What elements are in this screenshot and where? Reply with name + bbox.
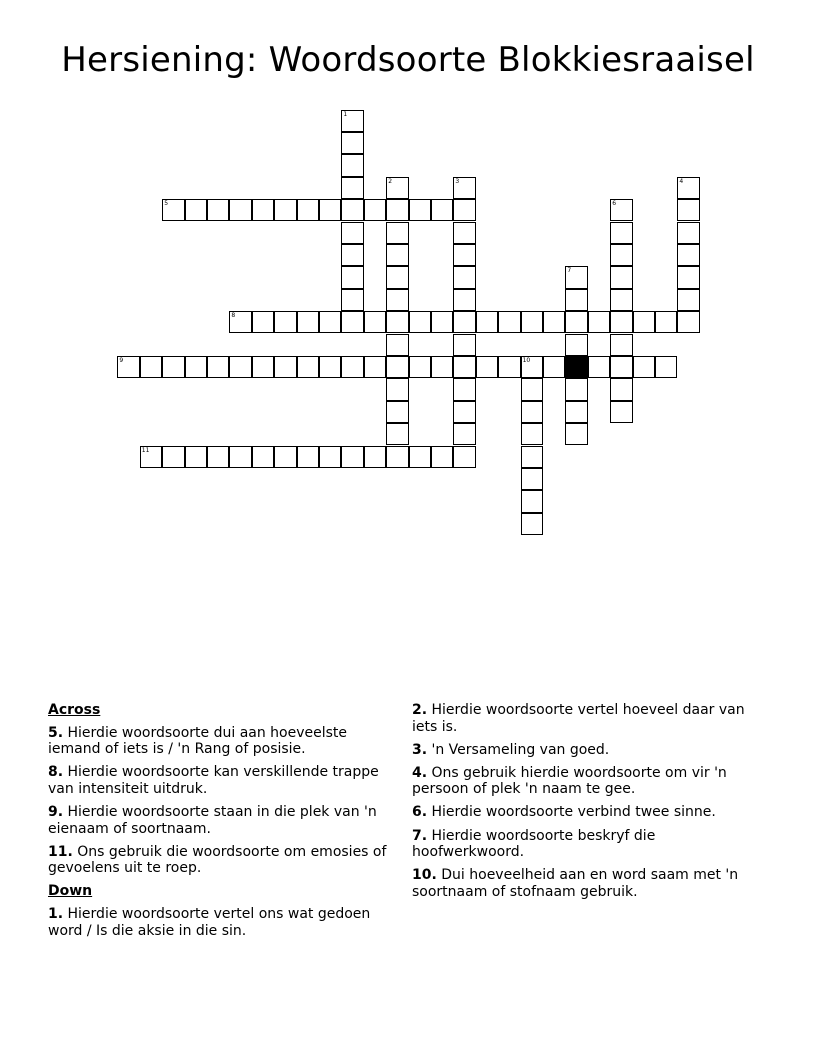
crossword-cell[interactable] — [297, 446, 319, 468]
clue-number: 9. — [48, 803, 64, 820]
crossword-cell[interactable] — [297, 199, 319, 221]
crossword-cell[interactable] — [386, 356, 408, 378]
crossword-cell[interactable] — [543, 356, 565, 378]
crossword-cell[interactable] — [229, 356, 251, 378]
crossword-cell[interactable] — [521, 468, 543, 490]
crossword-cell[interactable] — [543, 311, 565, 333]
crossword-cell[interactable] — [274, 356, 296, 378]
crossword-cell[interactable] — [274, 446, 296, 468]
crossword-cell[interactable] — [341, 199, 363, 221]
crossword-cell[interactable] — [229, 199, 251, 221]
crossword-cell[interactable] — [565, 266, 587, 288]
crossword-cell[interactable] — [386, 334, 408, 356]
crossword-cell[interactable] — [521, 490, 543, 512]
clue-down-4 — [412, 765, 757, 798]
crossword-cell[interactable] — [453, 289, 475, 311]
crossword-cell[interactable] — [319, 311, 341, 333]
crossword-cell[interactable] — [453, 356, 475, 378]
crossword-cell[interactable] — [453, 177, 475, 199]
crossword-cell[interactable] — [341, 446, 363, 468]
crossword-cell[interactable] — [476, 356, 498, 378]
cell-number: 3 — [455, 177, 460, 185]
crossword-cell[interactable] — [386, 378, 408, 400]
crossword-cell[interactable] — [453, 378, 475, 400]
crossword-cell[interactable] — [453, 266, 475, 288]
crossword-cell[interactable] — [386, 401, 408, 423]
crossword-cell[interactable] — [453, 222, 475, 244]
crossword-cell[interactable] — [274, 199, 296, 221]
crossword-cell[interactable] — [409, 199, 431, 221]
crossword-cell[interactable] — [677, 289, 699, 311]
crossword-cell[interactable] — [453, 446, 475, 468]
crossword-cell[interactable] — [565, 423, 587, 445]
crossword-cell[interactable] — [274, 311, 296, 333]
crossword-cell[interactable] — [677, 177, 699, 199]
crossword-cell[interactable] — [386, 177, 408, 199]
crossword-cell[interactable] — [341, 177, 363, 199]
crossword-cell[interactable] — [453, 311, 475, 333]
crossword-cell[interactable] — [386, 446, 408, 468]
cell-number: 6 — [612, 200, 617, 208]
clue-text: Hierdie woordsoorte kan verskillende trappe van intensiteit uitdruk. — [48, 764, 379, 797]
clues-left-column — [48, 702, 393, 946]
crossword-cell[interactable] — [409, 311, 431, 333]
crossword-cell[interactable] — [565, 289, 587, 311]
cell-number: 4 — [679, 177, 684, 185]
crossword-cell[interactable] — [386, 266, 408, 288]
crossword-cell[interactable] — [364, 199, 386, 221]
crossword-cell[interactable] — [364, 311, 386, 333]
crossword-cell[interactable] — [565, 334, 587, 356]
clue-across-8 — [48, 764, 393, 797]
crossword-cell[interactable] — [453, 401, 475, 423]
crossword-cell[interactable] — [207, 446, 229, 468]
crossword-cell[interactable] — [588, 311, 610, 333]
crossword-cell[interactable] — [341, 289, 363, 311]
clue-text: Hierdie woordsoorte dui aan hoeveelste iemand of iets is / 'n Rang of posisie. — [48, 724, 348, 758]
crossword-cell[interactable] — [229, 446, 251, 468]
crossword-cell[interactable] — [655, 356, 677, 378]
crossword-cell[interactable] — [521, 423, 543, 445]
crossword-cell[interactable] — [633, 311, 655, 333]
crossword-cell[interactable] — [610, 244, 632, 266]
crossword-cell[interactable] — [319, 199, 341, 221]
crossword-cell[interactable] — [252, 311, 274, 333]
crossword-cell[interactable] — [431, 356, 453, 378]
crossword-cell[interactable] — [140, 446, 162, 468]
crossword-cell[interactable] — [610, 222, 632, 244]
clue-down-7 — [412, 828, 757, 861]
crossword-cell[interactable] — [341, 311, 363, 333]
clue-number: 7. — [412, 827, 428, 844]
crossword-cell[interactable] — [476, 311, 498, 333]
crossword-cell[interactable] — [677, 311, 699, 333]
clue-text: Hierdie woordsoorte beskryf die hoofwerkwoord. — [412, 827, 656, 861]
crossword-cell[interactable] — [386, 311, 408, 333]
clue-down-10 — [412, 867, 757, 900]
crossword-cell[interactable] — [162, 199, 184, 221]
clue-down-6 — [412, 804, 757, 821]
crossword-cell[interactable] — [677, 244, 699, 266]
clue-number: 11. — [48, 843, 73, 860]
clue-text: Dui hoeveelheid aan en word saam met 'n soortnaam of stofnaam gebruik. — [412, 867, 739, 900]
cell-number: 1 — [343, 110, 348, 118]
crossword-cell[interactable] — [341, 356, 363, 378]
crossword-cell[interactable] — [341, 244, 363, 266]
crossword-cell[interactable] — [610, 378, 632, 400]
crossword-cell[interactable] — [364, 446, 386, 468]
across-heading: Across — [48, 702, 101, 718]
cell-number: 7 — [567, 267, 572, 275]
crossword-cell[interactable] — [521, 513, 543, 535]
crossword-cell[interactable] — [677, 222, 699, 244]
crossword-cell[interactable] — [185, 356, 207, 378]
crossword-cell[interactable] — [521, 378, 543, 400]
crossword-cell[interactable] — [521, 356, 543, 378]
crossword-cell[interactable] — [409, 446, 431, 468]
crossword-cell[interactable] — [565, 311, 587, 333]
crossword-cell[interactable] — [431, 311, 453, 333]
crossword-cell[interactable] — [498, 311, 520, 333]
clue-across-11 — [48, 844, 393, 877]
crossword-cell[interactable] — [386, 244, 408, 266]
crossword-cell[interactable] — [409, 356, 431, 378]
clue-number: 2. — [412, 702, 428, 718]
clue-number: 1. — [48, 905, 64, 922]
puzzle-title: Hersiening: Woordsoorte Blokkiesraaisel — [61, 40, 755, 80]
crossword-cell[interactable] — [610, 199, 632, 221]
clue-number: 4. — [412, 764, 428, 781]
cell-number: 2 — [388, 177, 393, 185]
crossword-cell[interactable] — [521, 311, 543, 333]
crossword-cell[interactable] — [297, 311, 319, 333]
clue-down-1 — [48, 906, 393, 939]
crossword-cell[interactable] — [588, 356, 610, 378]
crossword-cell[interactable] — [453, 244, 475, 266]
cell-number: 9 — [119, 356, 124, 364]
crossword-cell[interactable] — [677, 266, 699, 288]
crossword-cell[interactable] — [431, 446, 453, 468]
crossword-cell[interactable] — [252, 199, 274, 221]
crossword-cell[interactable] — [140, 356, 162, 378]
crossword-cell[interactable] — [185, 199, 207, 221]
clue-down-2 — [412, 702, 757, 735]
clue-across-9 — [48, 804, 393, 837]
crossword-cell[interactable] — [453, 199, 475, 221]
crossword-cell[interactable] — [364, 356, 386, 378]
crossword-cell[interactable] — [565, 378, 587, 400]
crossword-cell[interactable] — [453, 334, 475, 356]
down-heading: Down — [48, 883, 93, 900]
crossword-cell[interactable] — [610, 356, 632, 378]
clue-across-5 — [48, 725, 393, 758]
clue-down-3 — [412, 742, 757, 759]
crossword-cell[interactable] — [252, 356, 274, 378]
crossword-cell[interactable] — [341, 132, 363, 154]
crossword-cell[interactable] — [677, 199, 699, 221]
cell-number: 11 — [141, 446, 150, 454]
cell-number: 10 — [522, 356, 531, 364]
crossword-cell[interactable] — [610, 401, 632, 423]
crossword-cell[interactable] — [319, 356, 341, 378]
crossword-cell[interactable] — [386, 423, 408, 445]
clue-text: Hierdie woordsoorte staan in die plek van 'n eienaam of soortnaam. — [48, 803, 377, 837]
crossword-cell[interactable] — [252, 446, 274, 468]
clue-text: Ons gebruik hierdie woordsoorte om vir 'n persoon of plek 'n naam te gee. — [412, 764, 727, 798]
crossword-cell[interactable] — [207, 199, 229, 221]
crossword-cell[interactable] — [633, 356, 655, 378]
crossword-cell[interactable] — [319, 446, 341, 468]
crossword-cell[interactable] — [162, 356, 184, 378]
crossword-cell[interactable] — [655, 311, 677, 333]
crossword-cell[interactable] — [431, 199, 453, 221]
clues-right-column — [412, 702, 757, 907]
crossword-cell[interactable] — [610, 289, 632, 311]
crossword-cell[interactable] — [229, 311, 251, 333]
crossword-cell[interactable] — [565, 401, 587, 423]
crossword-cell[interactable] — [453, 423, 475, 445]
crossword-cell[interactable] — [341, 222, 363, 244]
clue-text: Hierdie woordsoorte verbind twee sinne. — [427, 804, 716, 821]
cell-number: 8 — [231, 312, 236, 320]
clue-text: Hierdie woordsoorte vertel ons wat gedoen word / Is die aksie in die sin. — [48, 905, 371, 939]
clue-number: 5. — [48, 724, 64, 741]
crossword-cell[interactable] — [341, 154, 363, 176]
crossword-cell[interactable] — [162, 446, 184, 468]
crossword-cell[interactable] — [341, 266, 363, 288]
crossword-cell[interactable] — [386, 222, 408, 244]
crossword-cell[interactable] — [610, 266, 632, 288]
crossword-cell[interactable] — [207, 356, 229, 378]
crossword-cell[interactable] — [610, 311, 632, 333]
crossword-cell[interactable] — [521, 401, 543, 423]
crossword-cell[interactable] — [386, 199, 408, 221]
crossword-cell[interactable] — [386, 289, 408, 311]
crossword-cell[interactable] — [610, 334, 632, 356]
clue-text: Ons gebruik die woordsoorte om emosies of gevoelens uit te roep. — [48, 843, 387, 877]
clue-number: 10. — [412, 867, 437, 884]
blocked-cell — [565, 356, 587, 378]
crossword-cell[interactable] — [117, 356, 139, 378]
clue-number: 8. — [48, 764, 64, 781]
crossword-cell[interactable] — [297, 356, 319, 378]
cell-number: 5 — [164, 200, 169, 208]
crossword-cell[interactable] — [521, 446, 543, 468]
crossword-cell[interactable] — [498, 356, 520, 378]
clue-number: 6. — [412, 804, 428, 821]
clue-text: Hierdie woordsoorte vertel hoeveel daar van iets is. — [412, 702, 745, 735]
crossword-cell[interactable] — [341, 110, 363, 132]
clue-text: 'n Versameling van goed. — [427, 741, 610, 758]
clue-number: 3. — [412, 741, 428, 758]
crossword-cell[interactable] — [185, 446, 207, 468]
